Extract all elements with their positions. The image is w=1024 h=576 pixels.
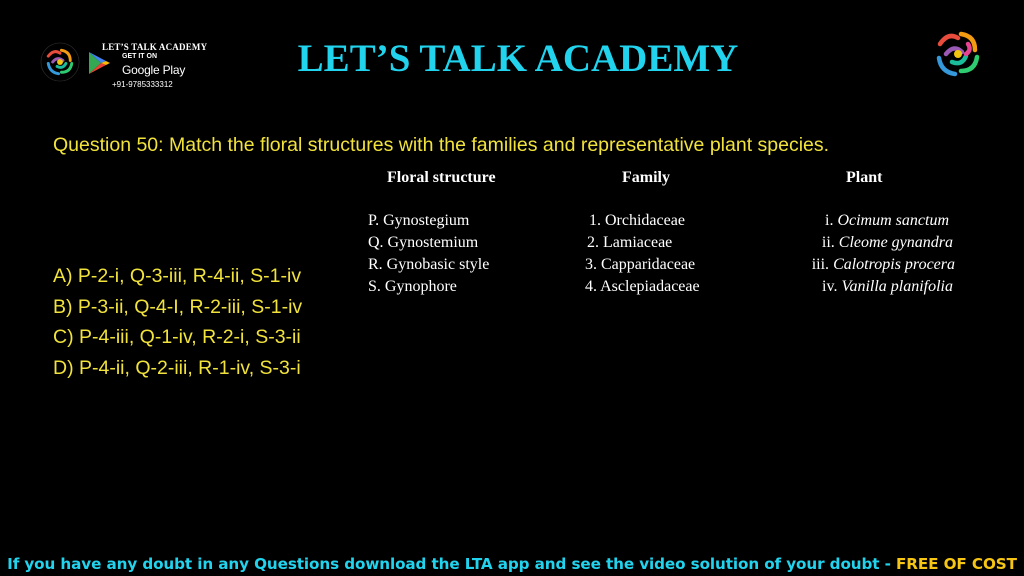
floral-structure-list [368, 210, 489, 298]
plant-number: i. [825, 212, 834, 229]
footer-banner [0, 555, 1024, 573]
option-d[interactable]: D) P-4-ii, Q-2-iii, R-1-iv, S-3-i [53, 356, 301, 379]
question-text: Question 50: Match the floral structures with the families and representative plant species. [53, 134, 830, 156]
plant-name: Cleome gynandra [838, 234, 953, 251]
plant-number: iii. [811, 256, 830, 273]
plant-name: Vanilla planifolia [841, 278, 953, 295]
family-item: 2. Lamiaceae [587, 234, 673, 251]
footer-text: If you have any doubt in any Questions download the LTA app and see the video solution of your doubt - [7, 555, 897, 573]
plant-item [780, 254, 955, 276]
get-it-on-label: GET IT ON [122, 53, 157, 60]
family-item: 1. Orchidaceae [589, 212, 685, 229]
page-title: LET’S TALK ACADEMY [297, 37, 739, 80]
plant-item [780, 210, 955, 232]
header-floral-structure: Floral structure [387, 169, 496, 186]
plant-name: Ocimum sanctum [837, 212, 949, 229]
family-list [585, 210, 700, 298]
phone-number: +91-9785333312 [112, 80, 173, 89]
family-item: 3. Capparidaceae [585, 256, 696, 273]
header-family: Family [622, 169, 670, 186]
option-c[interactable]: C) P-4-iii, Q-1-iv, R-2-i, S-3-ii [53, 326, 301, 348]
plant-item [780, 232, 955, 254]
lta-logo-icon [928, 24, 988, 84]
floral-structure-item: Q. Gynostemium [368, 234, 479, 251]
plant-list [780, 210, 955, 298]
brand-small-label: LET’S TALK ACADEMY [102, 42, 208, 52]
plant-item [780, 276, 955, 298]
plant-name: Calotropis procera [833, 256, 955, 273]
floral-structure-item: R. Gynobasic style [368, 256, 490, 273]
floral-structure-item: P. Gynostegium [368, 212, 470, 229]
footer-accent: FREE OF COST [896, 555, 1017, 573]
plant-number: ii. [821, 234, 835, 251]
option-b[interactable]: B) P-3-ii, Q-4-I, R-2-iii, S-1-iv [53, 295, 303, 318]
family-item: 4. Asclepiadaceae [585, 278, 700, 295]
store-name-label[interactable]: Google Play [122, 63, 186, 77]
floral-structure-item: S. Gynophore [368, 278, 457, 295]
answer-options [53, 261, 302, 383]
header-plant: Plant [846, 169, 883, 186]
plant-number: iv. [822, 278, 838, 295]
option-a[interactable]: A) P-2-i, Q-3-iii, R-4-ii, S-1-iv [53, 265, 302, 287]
